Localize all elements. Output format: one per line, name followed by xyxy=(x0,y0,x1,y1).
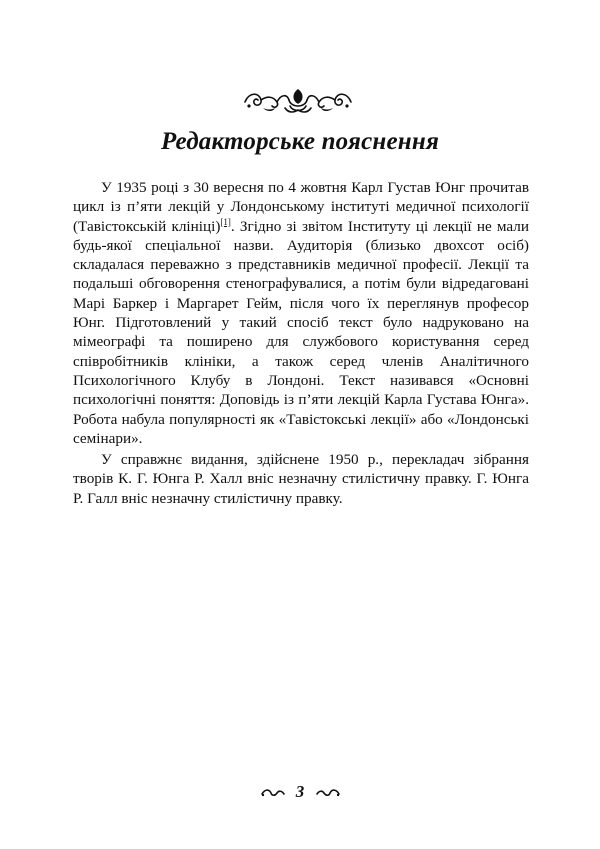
paragraph-text: У 1935 році з 30 вересня по 4 жовтня Карл Густав Юнг прочитав цикл із п’яти лекцій у Лондонському інституті медичної психології (Тавістокській клініці) xyxy=(73,179,529,235)
footnote-link[interactable]: [1] xyxy=(220,216,231,227)
paragraph xyxy=(73,178,529,448)
body-text xyxy=(73,178,529,508)
flourish-right-icon xyxy=(315,788,341,798)
paragraph: У справжнє видання, здійснене 1950 р., перекладач зібрання творів К. Г. Юнга Р. Халл вніс незначну стилістичну правку. Г. Юнга Р. Галл вніс незначну стилістичну правку. xyxy=(73,451,529,507)
page-number: 3 xyxy=(295,782,305,801)
paragraph-text: . Згідно зі звітом Інституту ці лекції не мали будь-якої спеціальної назви. Аудиторія (близько двохсот осіб) складалася переважно з представників медичної професії. Лекції та подальші обговорення стенографувалися, а потім були відредаговані Марі Баркер і Маргарет Гейм, після чого їх переглянув професор Юнг. Підготовлений у такий спосіб текст було надруковано на мімеографі та поширено для службового користування серед співробітників клініки, а також серед членів Аналітичного Психологічного Клубу в Лондоні. Текст називався «Основні психологічні поняття: Доповідь із п’яти лекцій Карла Густава Юнга». Робота набула популярності як «Тавістокські лекції» або «Лондонські семінари». xyxy=(73,217,529,447)
flourish-left-icon xyxy=(260,788,286,798)
page-title: Редакторське пояснення xyxy=(160,128,440,155)
page-footer xyxy=(0,782,600,802)
floral-ornament-icon xyxy=(243,86,353,116)
